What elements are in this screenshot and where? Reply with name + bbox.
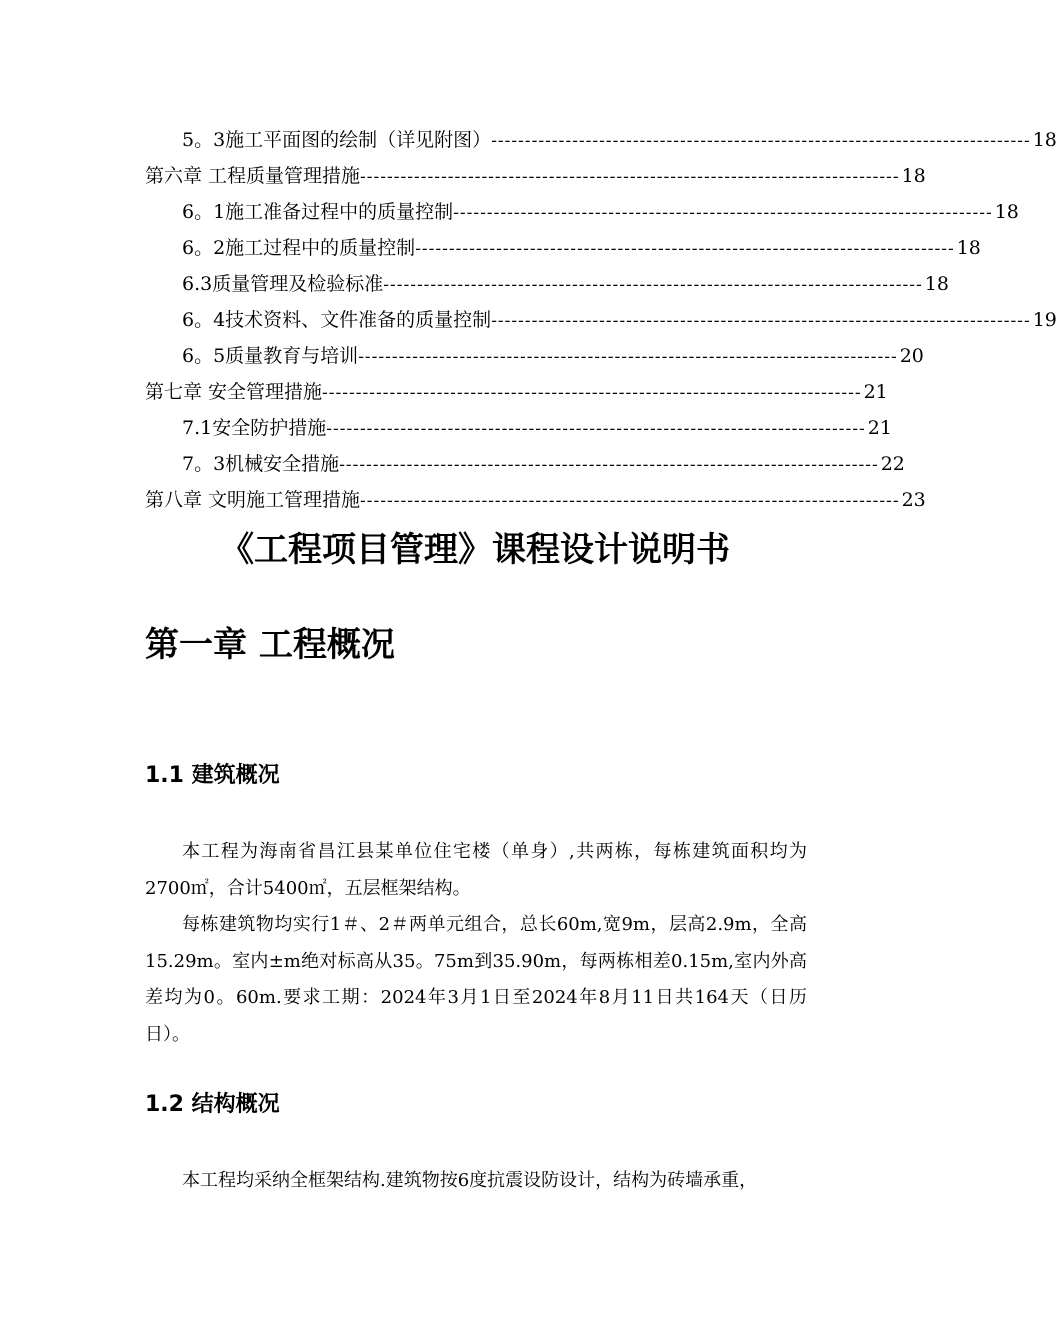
section-heading-structure-overview: 1.2 结构概况 bbox=[145, 1092, 280, 1117]
toc-entry-title: 6。4技术资料、文件准备的质量控制 bbox=[182, 309, 492, 331]
toc-leader: -------------------------------------------------------------------------------- bbox=[383, 275, 923, 295]
toc-page-number: 19 bbox=[1032, 309, 1057, 331]
section-heading-building-overview: 1.1 建筑概况 bbox=[145, 763, 280, 788]
toc-leader: -------------------------------------------------------------------------------- bbox=[339, 455, 879, 475]
toc-entry[interactable] bbox=[145, 410, 892, 446]
toc-entry[interactable] bbox=[145, 338, 924, 374]
toc-entry[interactable] bbox=[145, 482, 926, 518]
toc-leader: -------------------------------------------------------------------------------- bbox=[491, 131, 1031, 151]
toc-entry-title: 第六章 工程质量管理措施 bbox=[145, 165, 361, 187]
toc-page-number: 23 bbox=[901, 489, 926, 511]
toc-entry-title: 第七章 安全管理措施 bbox=[145, 381, 323, 403]
toc-page-number: 18 bbox=[1032, 129, 1057, 151]
toc-page-number: 21 bbox=[863, 381, 888, 403]
toc-entry[interactable] bbox=[145, 158, 926, 194]
toc-entry[interactable] bbox=[145, 230, 981, 266]
toc-page-number: 18 bbox=[901, 165, 926, 187]
toc-leader: -------------------------------------------------------------------------------- bbox=[453, 203, 993, 223]
toc-leader: -------------------------------------------------------------------------------- bbox=[360, 491, 900, 511]
toc-leader: -------------------------------------------------------------------------------- bbox=[326, 419, 866, 439]
paragraph-building-overview-2: 每栋建筑物均实行1＃、2＃两单元组合，总长60m,宽9m，层高2.9m，全高15.29m。室内±m绝对标高从35。75m到35.90m，每两栋相差0.15m,室内外高差均为0。60m.要求工期：2024年3月1日至2024年8月11日共164天（日历日）。 bbox=[145, 914, 807, 1045]
chapter-title: 第一章 工程概况 bbox=[145, 625, 395, 665]
document-title: 《工程项目管理》课程设计说明书 bbox=[220, 530, 730, 570]
toc-page-number: 18 bbox=[956, 237, 981, 259]
toc-page-number: 21 bbox=[867, 417, 892, 439]
toc-entry-title: 5。3施工平面图的绘制（详见附图） bbox=[182, 129, 492, 151]
paragraph-structure-overview-1: 本工程均采纳全框架结构.建筑物按6度抗震设防设计，结构为砖墙承重， bbox=[182, 1170, 758, 1191]
toc-entry[interactable] bbox=[145, 122, 1057, 158]
toc-leader: -------------------------------------------------------------------------------- bbox=[491, 311, 1031, 331]
toc-page-number: 18 bbox=[924, 273, 949, 295]
toc-page-number: 22 bbox=[880, 453, 905, 475]
table-of-contents bbox=[145, 122, 1057, 518]
paragraph-building-overview-1: 本工程为海南省昌江县某单位住宅楼（单身）,共两栋，每栋建筑面积均为2700㎡，合计5400㎡，五层框架结构。 bbox=[145, 841, 807, 899]
toc-leader: -------------------------------------------------------------------------------- bbox=[415, 239, 955, 259]
toc-entry-title: 6。5质量教育与培训 bbox=[182, 345, 359, 367]
toc-leader: -------------------------------------------------------------------------------- bbox=[322, 383, 862, 403]
toc-entry-title: 7。3机械安全措施 bbox=[182, 453, 340, 475]
toc-entry[interactable] bbox=[145, 194, 1019, 230]
toc-entry-title: 6。1施工准备过程中的质量控制 bbox=[182, 201, 454, 223]
toc-page-number: 20 bbox=[899, 345, 924, 367]
toc-leader: -------------------------------------------------------------------------------- bbox=[358, 347, 898, 367]
toc-entry-title: 6。2施工过程中的质量控制 bbox=[182, 237, 416, 259]
toc-entry[interactable] bbox=[145, 302, 1057, 338]
toc-leader: -------------------------------------------------------------------------------- bbox=[360, 167, 900, 187]
toc-entry[interactable] bbox=[145, 266, 949, 302]
toc-entry[interactable] bbox=[145, 446, 905, 482]
toc-page-number: 18 bbox=[994, 201, 1019, 223]
toc-entry-title: 第八章 文明施工管理措施 bbox=[145, 489, 361, 511]
toc-entry-title: 6.3质量管理及检验标准 bbox=[182, 273, 384, 295]
toc-entry[interactable] bbox=[145, 374, 888, 410]
toc-entry-title: 7.1安全防护措施 bbox=[182, 417, 327, 439]
